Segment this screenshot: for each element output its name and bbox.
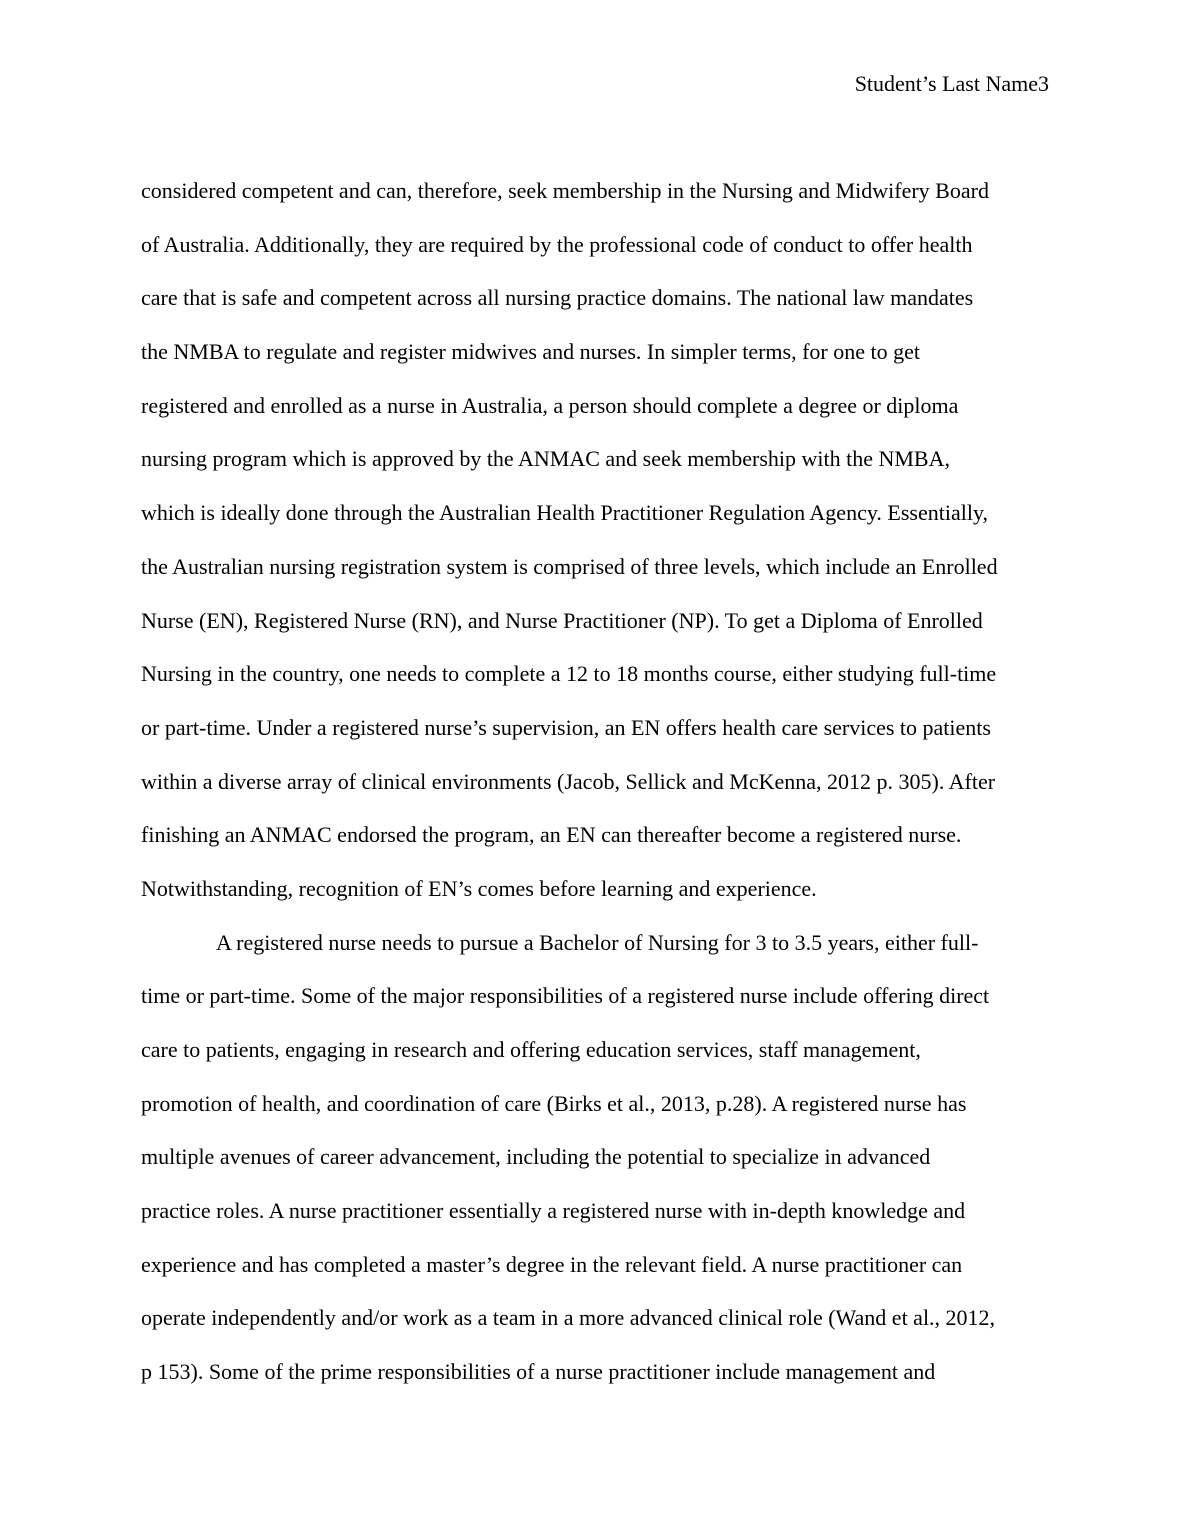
text-line: the Australian nursing registration system is comprised of three levels, which include an Enrolled <box>141 553 998 579</box>
body-text <box>141 164 1051 1399</box>
text-line: time or part-time. Some of the major responsibilities of a registered nurse include offering direct <box>141 983 990 1009</box>
running-head-text: Student’s Last Name <box>854 71 1038 96</box>
text-line: within a diverse array of clinical environments (Jacob, Sellick and McKenna, 2012 p. 305). After <box>141 768 996 794</box>
text-line: operate independently and/or work as a team in a more advanced clinical role (Wand et al., 2012, <box>141 1305 996 1331</box>
text-line: of Australia. Additionally, they are required by the professional code of conduct to offer health <box>141 231 973 257</box>
text-line: experience and has completed a master’s degree in the relevant field. A nurse practitioner can <box>141 1251 963 1277</box>
text-line: practice roles. A nurse practitioner essentially a registered nurse with in-depth knowledge and <box>141 1198 966 1224</box>
text-line: nursing program which is approved by the ANMAC and seek membership with the NMBA, <box>141 446 950 472</box>
paragraph-first-line: A registered nurse needs to pursue a Bachelor of Nursing for 3 to 3.5 years, either full- <box>216 929 979 955</box>
running-head <box>855 70 1049 98</box>
text-line: Notwithstanding, recognition of EN’s comes before learning and experience. <box>141 875 817 901</box>
text-line: care to patients, engaging in research and offering education services, staff management, <box>141 1037 921 1062</box>
text-line: p 153). Some of the prime responsibilities of a nurse practitioner include management and <box>141 1359 936 1385</box>
text-line: multiple avenues of career advancement, including the potential to specialize in advanced <box>141 1144 931 1170</box>
text-line: which is ideally done through the Australian Health Practitioner Regulation Agency. Essentially, <box>141 500 989 526</box>
text-line: promotion of health, and coordination of care (Birks et al., 2013, p.28). A registered nurse has <box>141 1090 967 1116</box>
text-line: the NMBA to regulate and register midwives and nurses. In simpler terms, for one to get <box>141 339 920 365</box>
text-line: registered and enrolled as a nurse in Australia, a person should complete a degree or diploma <box>141 392 959 418</box>
text-line: finishing an ANMAC endorsed the program, an EN can thereafter become a registered nurse. <box>141 822 962 848</box>
text-line: care that is safe and competent across all nursing practice domains. The national law mandates <box>141 285 974 311</box>
page-number: 3 <box>1038 71 1049 96</box>
text-line: Nursing in the country, one needs to complete a 12 to 18 months course, either studying full-time <box>141 661 997 687</box>
text-line: considered competent and can, therefore, seek membership in the Nursing and Midwifery Board <box>141 178 989 203</box>
text-line: or part-time. Under a registered nurse’s supervision, an EN offers health care services to patients <box>141 714 991 740</box>
text-line: Nurse (EN), Registered Nurse (RN), and Nurse Practitioner (NP). To get a Diploma of Enrolled <box>141 607 983 633</box>
